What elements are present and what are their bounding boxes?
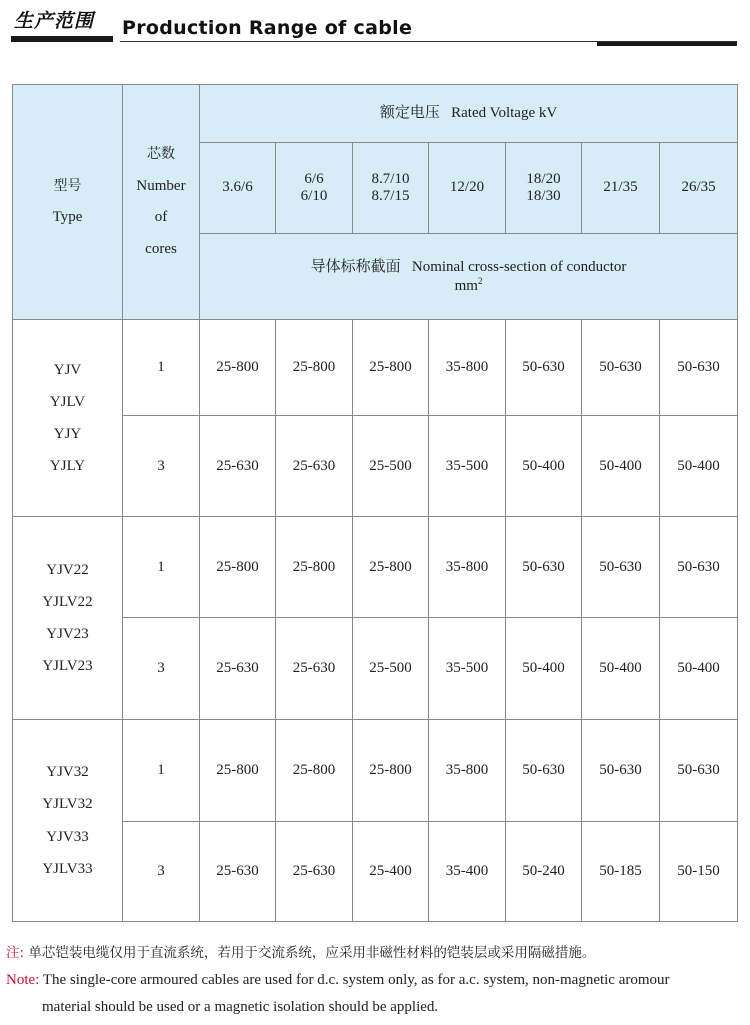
value-cell: 50-150	[660, 822, 738, 922]
value-cell: 25-630	[276, 618, 353, 720]
value-cell: 50-630	[660, 517, 738, 618]
value-cell: 25-400	[353, 822, 429, 922]
value-cell: 25-800	[276, 320, 353, 416]
section-unit: mm	[454, 278, 478, 294]
value-cell: 50-630	[582, 517, 660, 618]
value-cell: 25-630	[276, 416, 353, 517]
production-range-table-container	[12, 84, 737, 921]
section-unit-exponent: 2	[477, 276, 483, 286]
value-cell: 50-630	[506, 720, 582, 822]
voltage-cell: 26/35	[660, 143, 738, 234]
type-header-cell	[13, 85, 123, 320]
value-cell: 25-630	[200, 822, 276, 922]
cores-header-line-1: Number	[136, 177, 186, 194]
cores-cell: 1	[123, 720, 200, 822]
title-english: Production Range of cable	[122, 17, 413, 39]
value-cell: 50-630	[506, 320, 582, 416]
value-cell: 25-800	[200, 720, 276, 822]
section-header-cell	[200, 234, 738, 320]
value-cell: 25-800	[200, 320, 276, 416]
cores-cell: 1	[123, 517, 200, 618]
value-cell: 50-630	[660, 320, 738, 416]
value-cell: 50-185	[582, 822, 660, 922]
value-cell: 50-630	[582, 320, 660, 416]
cores-cell: 3	[123, 618, 200, 720]
cores-header-cn: 芯数	[147, 146, 175, 162]
voltage-cell: 3.6/6	[200, 143, 276, 234]
cores-cell: 3	[123, 416, 200, 517]
note-text-cn: 单芯铠装电缆仅用于直流系统，若用于交流系统，应采用非磁性材料的铠装层或采用隔磁措施。	[24, 945, 596, 961]
model-cell: YJV22 YJLV22 YJV23 YJLV23	[13, 517, 123, 720]
cores-header-cell	[123, 85, 200, 320]
model-cell: YJV32 YJLV32 YJV33 YJLV33	[13, 720, 123, 922]
value-cell: 35-500	[429, 416, 506, 517]
value-cell: 50-400	[506, 416, 582, 517]
note-english-continued: material should be used or a magnetic isolation should be applied.	[42, 999, 439, 1015]
section-header-text: 导体标称截面 Nominal cross-section of conductor	[310, 259, 627, 275]
note-label-en: Note:	[6, 972, 40, 988]
value-cell: 25-500	[353, 416, 429, 517]
model-cell: YJV YJLV YJY YJLY	[13, 320, 123, 517]
value-cell: 50-630	[506, 517, 582, 618]
value-cell: 35-400	[429, 822, 506, 922]
value-cell: 25-800	[276, 517, 353, 618]
value-cell: 35-800	[429, 517, 506, 618]
value-cell: 25-800	[353, 320, 429, 416]
header-row-voltage	[13, 85, 738, 143]
table-row	[13, 517, 738, 618]
production-range-table	[12, 84, 738, 922]
value-cell: 50-630	[582, 720, 660, 822]
value-cell: 50-400	[506, 618, 582, 720]
value-cell: 50-400	[582, 416, 660, 517]
cores-cell: 3	[123, 822, 200, 922]
cores-header-line-2: of	[154, 209, 168, 225]
cores-header-line-3: cores	[145, 240, 177, 257]
value-cell: 25-630	[200, 416, 276, 517]
value-cell: 25-800	[353, 517, 429, 618]
value-cell: 50-240	[506, 822, 582, 922]
value-cell: 35-500	[429, 618, 506, 720]
note-text-en-1: The single-core armoured cables are used for d.c. system only, as for a.c. system, non-magnetic aromour	[39, 972, 670, 988]
note-chinese	[6, 940, 748, 967]
page-header	[0, 0, 750, 50]
value-cell: 25-630	[276, 822, 353, 922]
type-header-cn: 型号	[53, 177, 82, 194]
voltage-cell: 12/20	[429, 143, 506, 234]
value-cell: 50-400	[660, 618, 738, 720]
table-row	[13, 320, 738, 416]
value-cell: 50-400	[582, 618, 660, 720]
type-header-en: Type	[52, 209, 83, 225]
note-english	[6, 967, 748, 994]
value-cell: 25-630	[200, 618, 276, 720]
table-row	[13, 720, 738, 822]
value-cell: 25-800	[200, 517, 276, 618]
value-cell: 25-500	[353, 618, 429, 720]
note-label-cn: 注:	[6, 945, 25, 961]
voltage-cell: 21/35	[582, 143, 660, 234]
cores-cell: 1	[123, 320, 200, 416]
voltage-header-text: 额定电压 Rated Voltage kV	[379, 105, 558, 122]
voltage-header-cell	[200, 85, 738, 143]
value-cell: 25-800	[276, 720, 353, 822]
voltage-cell: 8.7/10 8.7/15	[353, 143, 429, 234]
voltage-cell: 18/20 18/30	[506, 143, 582, 234]
value-cell: 50-630	[660, 720, 738, 822]
value-cell: 35-800	[429, 320, 506, 416]
title-chinese: 生产范围	[14, 10, 95, 32]
value-cell: 50-400	[660, 416, 738, 517]
notes-section	[6, 940, 748, 1021]
value-cell: 35-800	[429, 720, 506, 822]
title-accent-bar	[597, 42, 737, 46]
title-underline-bar	[11, 36, 113, 42]
value-cell: 25-800	[353, 720, 429, 822]
voltage-cell: 6/6 6/10	[276, 143, 353, 234]
